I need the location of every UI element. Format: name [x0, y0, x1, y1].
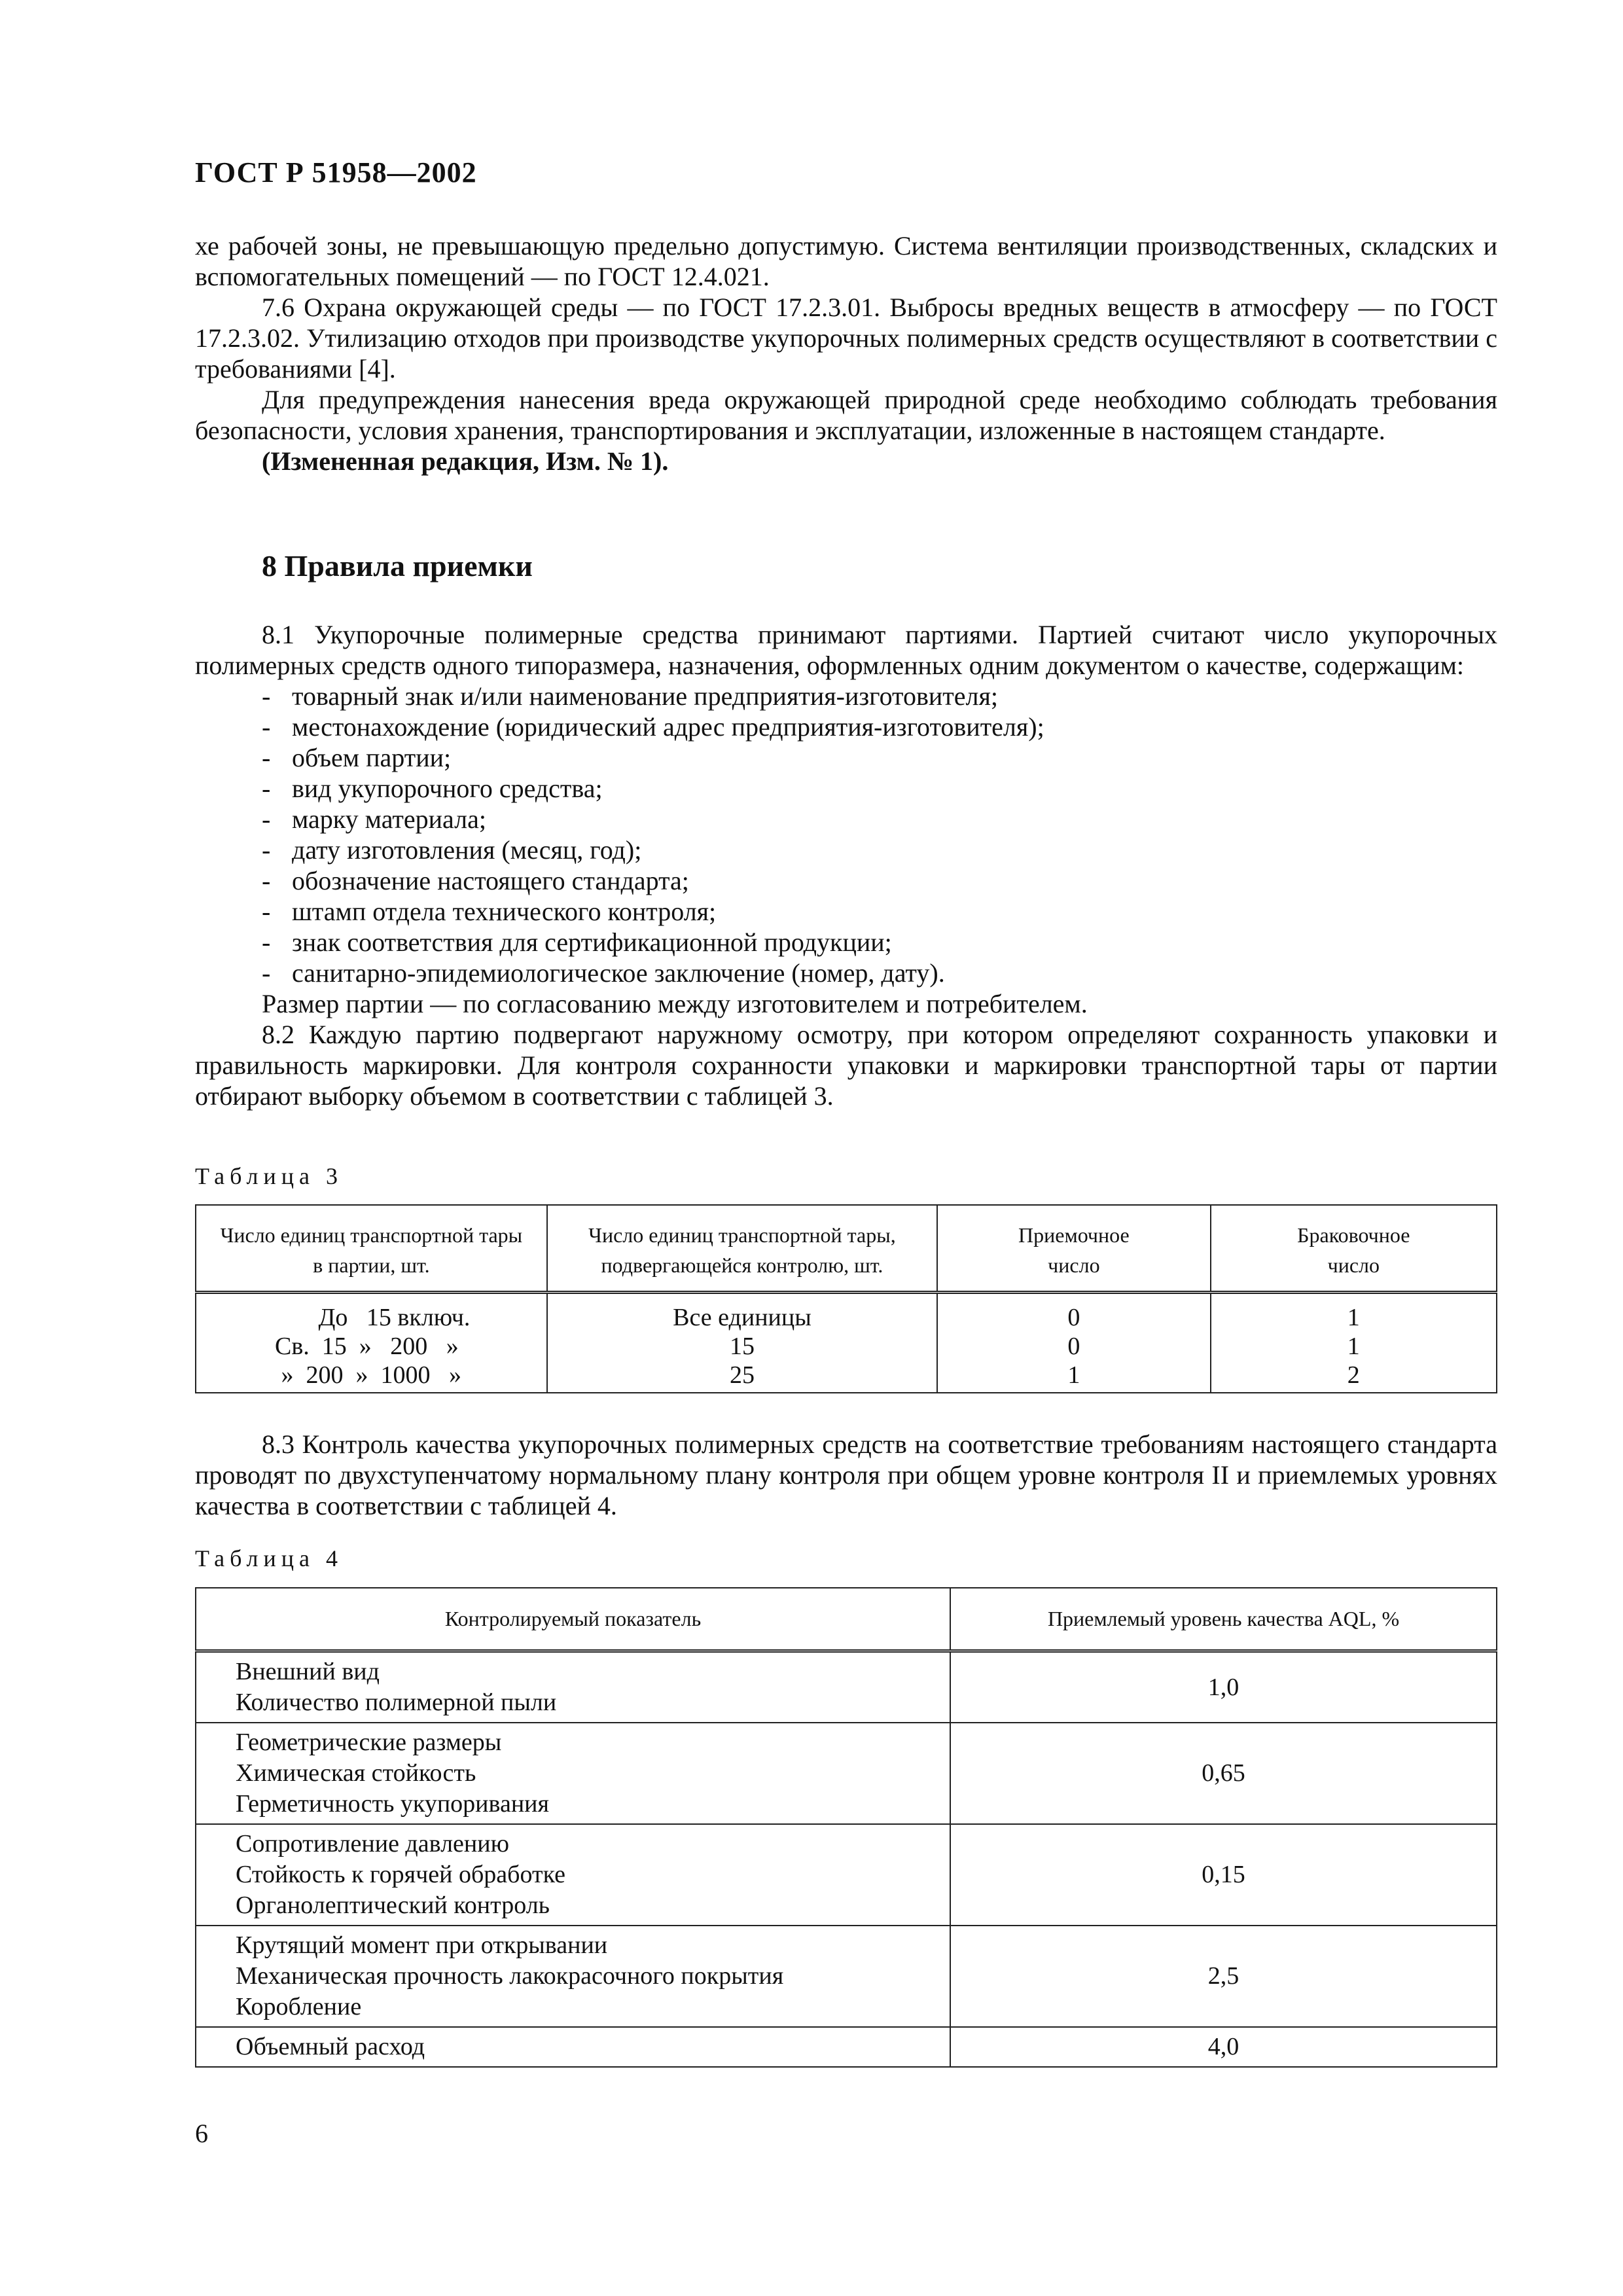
- table-header-row: [196, 1205, 1497, 1293]
- table-header-cell: Контролируемый показатель: [196, 1588, 950, 1651]
- dash-marker: -: [262, 712, 271, 742]
- dash-marker: -: [262, 897, 271, 926]
- dash-marker: -: [262, 743, 271, 772]
- table-cell: Св. 15 » 200 »: [196, 1332, 547, 1361]
- table-cell: Внешний вид Количество полимерной пыли: [196, 1651, 950, 1723]
- table-cell: 0,65: [950, 1723, 1497, 1824]
- table-row: [196, 1332, 1497, 1361]
- table-cell: Все единицы: [547, 1293, 937, 1333]
- dash-marker: -: [262, 866, 271, 895]
- table-cell: Сопротивление давлению Стойкость к горячей обработке Органолептический контроль: [196, 1824, 950, 1926]
- table-cell: Геометрические размеры Химическая стойкость Герметичность укупоривания: [196, 1723, 950, 1824]
- table-cell: 0,15: [950, 1824, 1497, 1926]
- table-header-cell: Число единиц транспортной тары, подвергающейся контролю, шт.: [547, 1205, 937, 1293]
- table-cell: 4,0: [950, 2027, 1497, 2067]
- table-cell: 2,5: [950, 1926, 1497, 2027]
- dash-marker: -: [262, 835, 271, 865]
- list-item: - санитарно-эпидемиологическое заключение (номер, дату).: [262, 958, 945, 988]
- lot-size-note: Размер партии — по согласованию между изготовителем и потребителем.: [262, 989, 1088, 1018]
- table-cell: 1,0: [950, 1651, 1497, 1723]
- table-row: [196, 1824, 1497, 1926]
- list-item: - знак соответствия для сертификационной продукции;: [262, 927, 892, 957]
- dash-marker: -: [262, 774, 271, 803]
- table-cell: 1: [1211, 1293, 1497, 1333]
- table-row: [196, 1723, 1497, 1824]
- list-item: - дату изготовления (месяц, год);: [262, 835, 642, 865]
- paragraph: Для предупреждения нанесения вреда окружающей природной среде необходимо соблюдать требования безопасности, условия хранения, транспортирования и эксплуатации, изложенные в настоящем стандарте.: [195, 385, 1497, 445]
- amendment-note: (Измененная редакция, Изм. № 1).: [262, 446, 669, 476]
- table-cell: Объемный расход: [196, 2027, 950, 2067]
- paragraph-8-3-block: [195, 1429, 1497, 1521]
- table-header-row: [196, 1588, 1497, 1651]
- intro-block: [195, 230, 1497, 476]
- paragraph-8-2: 8.2 Каждую партию подвергают наружному осмотру, при котором определяют сохранность упаковки и правильность маркировки. Для контроля сохранности упаковки и маркировки транспортной тары от партии отбирают выборку объемом в соответствии с таблицей 3.: [195, 1020, 1497, 1111]
- table-header-cell: Приемлемый уровень качества AQL, %: [950, 1588, 1497, 1651]
- table-cell: 25: [547, 1361, 937, 1393]
- table-3: [195, 1204, 1497, 1393]
- section8-body: [195, 619, 1497, 1111]
- table-row: [196, 1926, 1497, 2027]
- table3-caption: Таблица 3: [195, 1163, 343, 1189]
- list-item: - марку материала;: [262, 804, 486, 834]
- table-cell: 0: [937, 1332, 1210, 1361]
- table-row: [196, 1293, 1497, 1333]
- list-item: - обозначение настоящего стандарта;: [262, 866, 689, 895]
- dash-marker: -: [262, 927, 271, 957]
- table-row: [196, 2027, 1497, 2067]
- paragraph-8-3: 8.3 Контроль качества укупорочных полимерных средств на соответствие требованиям настоящего стандарта проводят по двухступенчатому нормальному плану контроля при общем уровне контроля II и приемлемых уровнях качества в соответствии с таблицей 4.: [195, 1429, 1497, 1520]
- table-cell: До 15 включ.: [196, 1293, 547, 1333]
- table-cell: » 200 » 1000 »: [196, 1361, 547, 1393]
- table-cell: 0: [937, 1293, 1210, 1333]
- table-cell: 1: [1211, 1332, 1497, 1361]
- table-header-cell: Число единиц транспортной тары в партии, шт.: [196, 1205, 547, 1293]
- table4-caption: Таблица 4: [195, 1545, 343, 1571]
- document-contents-list: [195, 681, 1497, 988]
- list-item: - объем партии;: [262, 743, 452, 772]
- table-header-cell: Приемочное число: [937, 1205, 1210, 1293]
- table-4: [195, 1587, 1497, 2068]
- table-header-cell: Браковочное число: [1211, 1205, 1497, 1293]
- section-title: 8 Правила приемки: [262, 549, 533, 583]
- paragraph-8-1: 8.1 Укупорочные полимерные средства принимают партиями. Партией считают число укупорочных полимерных средств одного типоразмера, назначения, оформленных одним документом о качестве, содержащим:: [195, 620, 1497, 680]
- table-cell: Крутящий момент при открывании Механическая прочность лакокрасочного покрытия Коробление: [196, 1926, 950, 2027]
- list-item: - вид укупорочного средства;: [262, 774, 603, 803]
- dash-marker: -: [262, 958, 271, 988]
- table-row: [196, 1361, 1497, 1393]
- table-cell: 15: [547, 1332, 937, 1361]
- list-item: - штамп отдела технического контроля;: [262, 897, 717, 926]
- dash-marker: -: [262, 804, 271, 834]
- table-cell: 2: [1211, 1361, 1497, 1393]
- list-item: - местонахождение (юридический адрес предприятия-изготовителя);: [262, 712, 1044, 742]
- paragraph: хе рабочей зоны, не превышающую предельно допустимую. Система вентиляции производственных, складских и вспомогательных помещений — по ГОСТ 12.4.021.: [195, 231, 1497, 291]
- dash-marker: -: [262, 681, 271, 711]
- document-header: ГОСТ Р 51958—2002: [195, 156, 477, 188]
- page-number: 6: [195, 2119, 208, 2148]
- table-row: [196, 1651, 1497, 1723]
- table-cell: 1: [937, 1361, 1210, 1393]
- list-item: - товарный знак и/или наименование предприятия-изготовителя;: [262, 681, 999, 711]
- paragraph-7-6: 7.6 Охрана окружающей среды — по ГОСТ 17.2.3.01. Выбросы вредных веществ в атмосферу — по ГОСТ 17.2.3.02. Утилизацию отходов при производстве укупорочных полимерных средств осуществляют в соответствии с требованиями [4].: [195, 293, 1497, 384]
